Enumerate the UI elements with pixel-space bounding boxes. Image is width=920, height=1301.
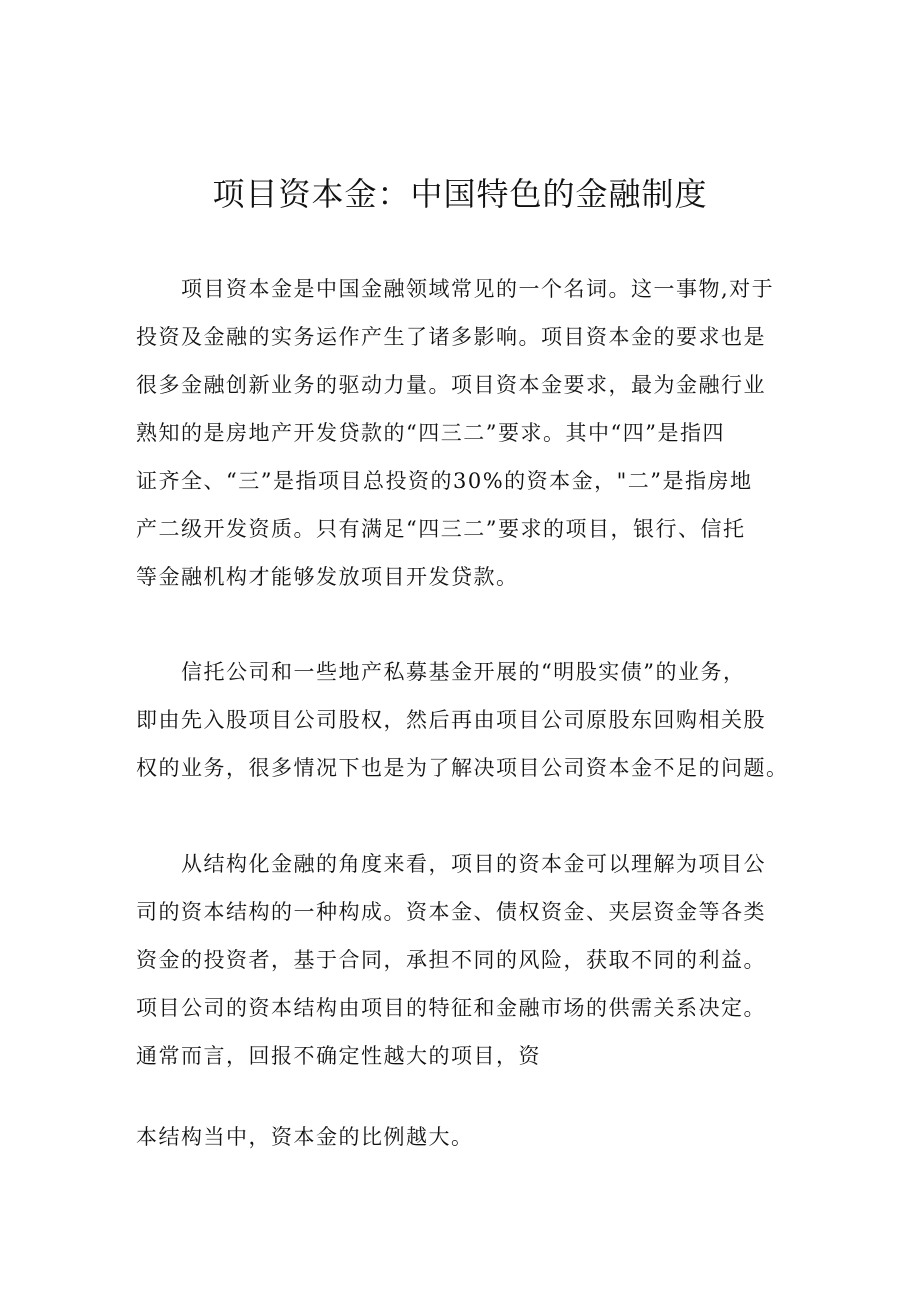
paragraph-3: 从结构化金融的角度来看，项目的资本金可以理解为项目公 司的资本结构的一种构成。资本金、债权资金、夹层资金等各类 资金的投资者，基于合同，承担不同的风险，获取不同的利益。 项目公司的资本结构由项目的特征和金融市场的供需关系决定。 通常而言，回报不确定性越大的项目，资 xyxy=(136,852,766,1068)
paragraph-2: 信托公司和一些地产私募基金开展的“明股实债”的业务， 即由先入股项目公司股权，然后再由项目公司原股东回购相关股 权的业务，很多情况下也是为了解决项目公司资本金不足的问题。 xyxy=(136,660,789,780)
paragraph-1: 项目资本金是中国金融领域常见的一个名词。这一事物,对于 投资及金融的实务运作产生了诸多影响。项目资本金的要求也是 很多金融创新业务的驱动力量。项目资本金要求，最为金融行业 熟知的是房地产开发贷款的“四三二”要求。其中“四”是指四 证齐全、“三”是指项目总投资的30%的资本金，"二”是指房地 产二级开发资质。只有满足“四三二”要求的项目，银行、信托 等金融机构才能够发放项目开发贷款。 xyxy=(136,277,775,589)
page-title: 项目资本金：中国特色的金融制度 xyxy=(212,175,708,213)
paragraph-4: 本结构当中，资本金的比例越大。 xyxy=(136,1125,474,1149)
